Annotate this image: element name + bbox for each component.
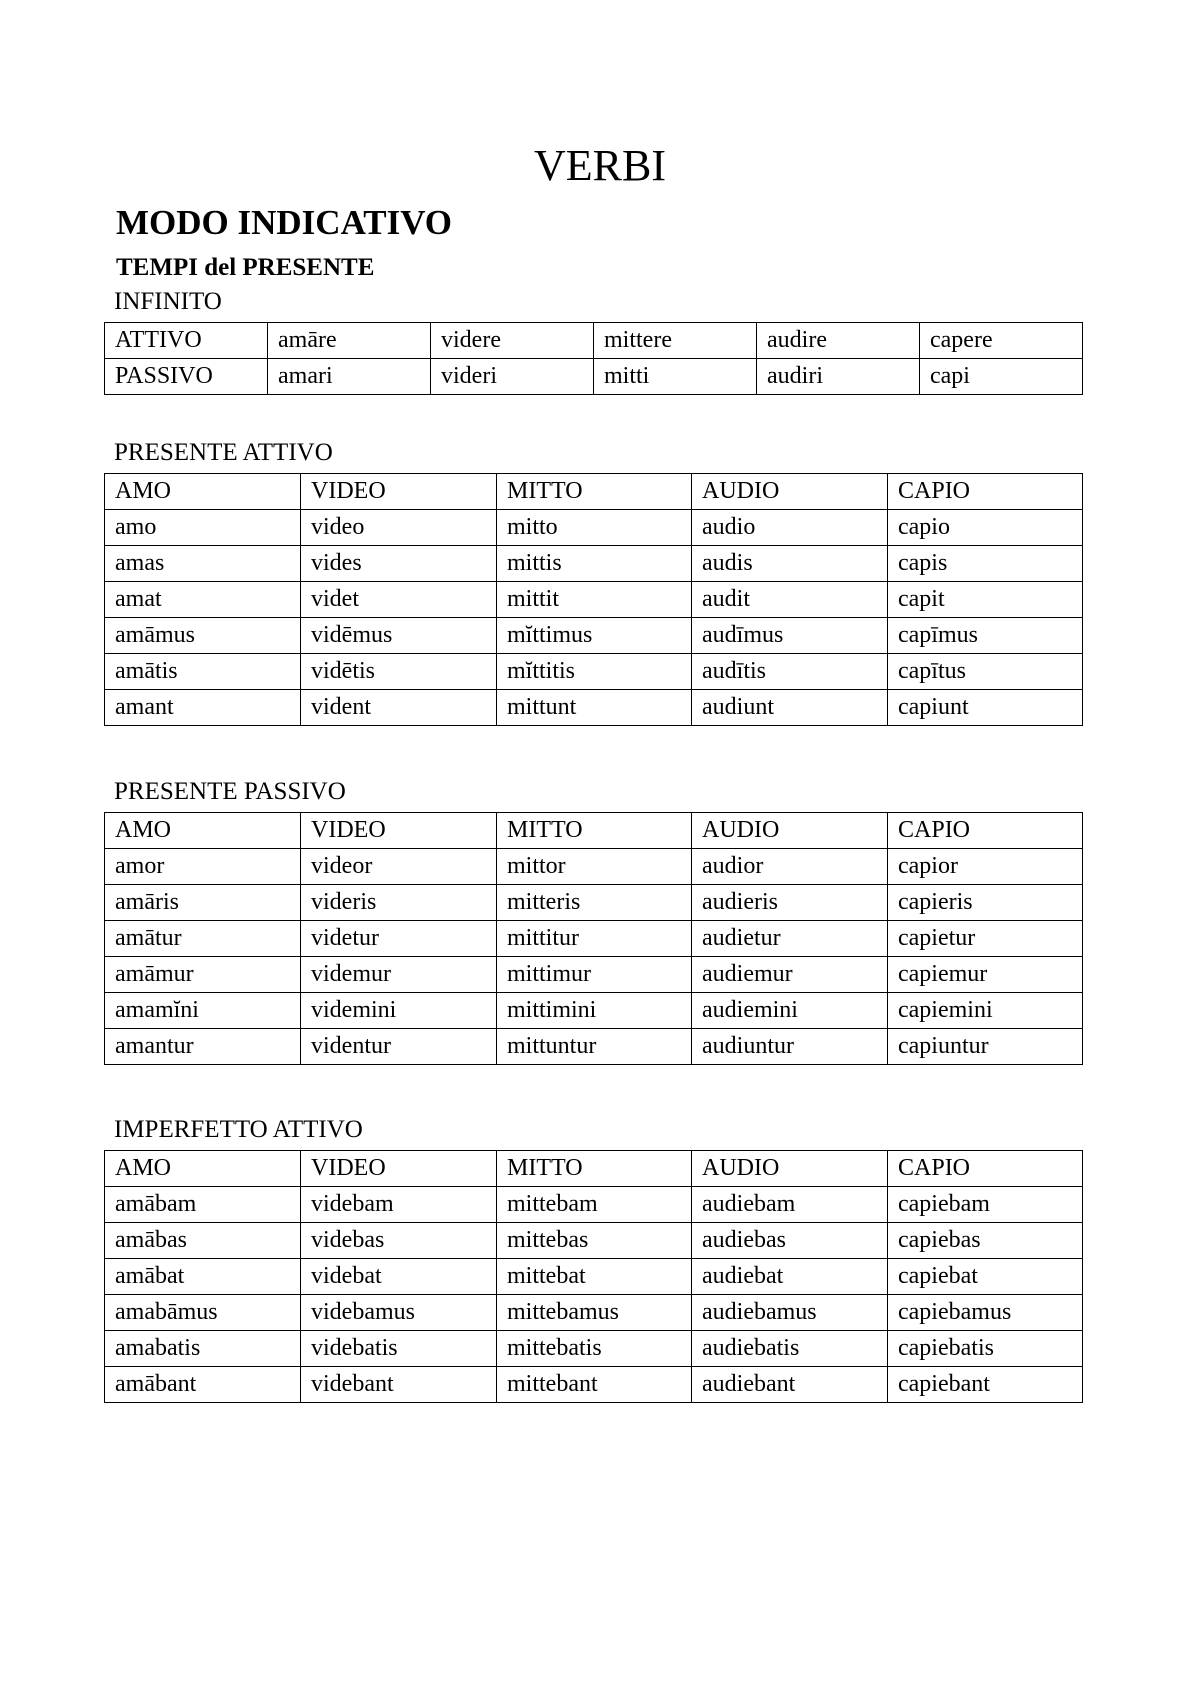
table-cell: video [301, 510, 497, 546]
table-cell: mittebamus [497, 1295, 692, 1331]
table-cell: capiebat [888, 1259, 1083, 1295]
table-cell: capiebant [888, 1367, 1083, 1403]
table-cell: mittis [497, 546, 692, 582]
table-cell: capio [888, 510, 1083, 546]
table-cell: audiebatis [692, 1331, 888, 1367]
table-row [105, 849, 1083, 885]
table-cell: videre [431, 323, 594, 359]
table-cell: audiemur [692, 957, 888, 993]
table-cell: amāmur [105, 957, 301, 993]
table-cell: videor [301, 849, 497, 885]
table-cell: mittor [497, 849, 692, 885]
table-cell: amat [105, 582, 301, 618]
table-cell: capiebas [888, 1223, 1083, 1259]
table-cell: audiebam [692, 1187, 888, 1223]
table-row [105, 885, 1083, 921]
table-cell: audio [692, 510, 888, 546]
table-cell: mittimini [497, 993, 692, 1029]
table-cell: amātis [105, 654, 301, 690]
column-header: MITTO [497, 474, 692, 510]
table-cell: vident [301, 690, 497, 726]
presente-attivo-table [104, 473, 1083, 726]
table-row [105, 1367, 1083, 1403]
table-header-row [105, 813, 1083, 849]
table-cell: capīmus [888, 618, 1083, 654]
table-cell: videt [301, 582, 497, 618]
table-cell: mitto [497, 510, 692, 546]
table-cell: capis [888, 546, 1083, 582]
table-cell: mittebant [497, 1367, 692, 1403]
table-cell: audit [692, 582, 888, 618]
table-cell: capior [888, 849, 1083, 885]
imperfetto-attivo-table [104, 1150, 1083, 1403]
table-cell: vidēmus [301, 618, 497, 654]
table-cell: amātur [105, 921, 301, 957]
mode-heading: MODO INDICATIVO [116, 203, 453, 242]
table-cell: capit [888, 582, 1083, 618]
imperfetto-attivo-label: IMPERFETTO ATTIVO [114, 1116, 363, 1143]
table-cell: audire [757, 323, 920, 359]
table-cell: vides [301, 546, 497, 582]
column-header: VIDEO [301, 1151, 497, 1187]
table-cell: mittuntur [497, 1029, 692, 1065]
table-row [105, 1223, 1083, 1259]
table-cell: mitteris [497, 885, 692, 921]
table-cell: videmini [301, 993, 497, 1029]
table-cell: mittitur [497, 921, 692, 957]
document-title: VERBI [534, 141, 666, 190]
table-cell: videbat [301, 1259, 497, 1295]
table-row [105, 1295, 1083, 1331]
table-cell: capieris [888, 885, 1083, 921]
table-cell: mittit [497, 582, 692, 618]
table-cell: audiebant [692, 1367, 888, 1403]
column-header: MITTO [497, 813, 692, 849]
table-row [105, 957, 1083, 993]
table-cell: mittebatis [497, 1331, 692, 1367]
table-cell: amamĭni [105, 993, 301, 1029]
presente-passivo-label: PRESENTE PASSIVO [114, 778, 346, 805]
table-cell: audīmus [692, 618, 888, 654]
table-cell: mittebam [497, 1187, 692, 1223]
table-cell: audītis [692, 654, 888, 690]
table-cell: amāris [105, 885, 301, 921]
table-cell: amor [105, 849, 301, 885]
table-cell: audiemini [692, 993, 888, 1029]
table-cell: videmur [301, 957, 497, 993]
column-header: CAPIO [888, 813, 1083, 849]
presente-attivo-label: PRESENTE ATTIVO [114, 439, 333, 466]
table-row [105, 1187, 1083, 1223]
table-row [105, 1331, 1083, 1367]
table-cell: capi [920, 359, 1083, 395]
table-row [105, 1259, 1083, 1295]
table-cell: mittere [594, 323, 757, 359]
column-header: VIDEO [301, 474, 497, 510]
table-cell: amābat [105, 1259, 301, 1295]
column-header: AMO [105, 1151, 301, 1187]
table-cell: videbatis [301, 1331, 497, 1367]
table-cell: audiuntur [692, 1029, 888, 1065]
table-header-row [105, 1151, 1083, 1187]
table-cell: videntur [301, 1029, 497, 1065]
table-row [105, 618, 1083, 654]
table-cell: audis [692, 546, 888, 582]
table-cell: mittimur [497, 957, 692, 993]
table-cell: amari [268, 359, 431, 395]
column-header: CAPIO [888, 1151, 1083, 1187]
table-cell: capietur [888, 921, 1083, 957]
column-header: VIDEO [301, 813, 497, 849]
table-cell: audiri [757, 359, 920, 395]
table-row [105, 510, 1083, 546]
table-cell: capiebam [888, 1187, 1083, 1223]
table-cell: audior [692, 849, 888, 885]
table-row [105, 921, 1083, 957]
infinito-label: INFINITO [114, 288, 222, 315]
column-header: AMO [105, 813, 301, 849]
table-header-row [105, 474, 1083, 510]
voice-cell: ATTIVO [105, 323, 268, 359]
table-cell: audiunt [692, 690, 888, 726]
table-cell: capere [920, 323, 1083, 359]
table-cell: amantur [105, 1029, 301, 1065]
table-row [105, 993, 1083, 1029]
table-cell: mitti [594, 359, 757, 395]
table-cell: videbant [301, 1367, 497, 1403]
table-row [105, 323, 1083, 359]
table-cell: capiemur [888, 957, 1083, 993]
presente-passivo-table [104, 812, 1083, 1065]
table-cell: amo [105, 510, 301, 546]
table-cell: videbamus [301, 1295, 497, 1331]
table-cell: mĭttimus [497, 618, 692, 654]
column-header: AMO [105, 474, 301, 510]
table-cell: audieris [692, 885, 888, 921]
table-cell: capiuntur [888, 1029, 1083, 1065]
table-cell: videbam [301, 1187, 497, 1223]
table-cell: capiemini [888, 993, 1083, 1029]
table-cell: amābam [105, 1187, 301, 1223]
table-cell: amabāmus [105, 1295, 301, 1331]
tense-group-heading: TEMPI del PRESENTE [116, 254, 375, 281]
table-row [105, 582, 1083, 618]
table-cell: videri [431, 359, 594, 395]
table-cell: audiebat [692, 1259, 888, 1295]
table-cell: capiebatis [888, 1331, 1083, 1367]
table-row [105, 654, 1083, 690]
table-cell: videtur [301, 921, 497, 957]
table-cell: audietur [692, 921, 888, 957]
column-header: AUDIO [692, 1151, 888, 1187]
table-cell: amas [105, 546, 301, 582]
table-cell: amant [105, 690, 301, 726]
table-cell: audiebas [692, 1223, 888, 1259]
column-header: MITTO [497, 1151, 692, 1187]
table-cell: amābas [105, 1223, 301, 1259]
column-header: AUDIO [692, 813, 888, 849]
table-row [105, 690, 1083, 726]
table-cell: amābant [105, 1367, 301, 1403]
table-cell: mittunt [497, 690, 692, 726]
table-row [105, 546, 1083, 582]
table-cell: capiebamus [888, 1295, 1083, 1331]
table-cell: capiunt [888, 690, 1083, 726]
table-cell: capītus [888, 654, 1083, 690]
table-cell: vidētis [301, 654, 497, 690]
table-cell: mittebas [497, 1223, 692, 1259]
infinito-table [104, 322, 1083, 395]
table-cell: amāmus [105, 618, 301, 654]
table-cell: amabatis [105, 1331, 301, 1367]
table-cell: videbas [301, 1223, 497, 1259]
table-cell: mittebat [497, 1259, 692, 1295]
table-cell: mĭttitis [497, 654, 692, 690]
table-cell: videris [301, 885, 497, 921]
column-header: AUDIO [692, 474, 888, 510]
table-row [105, 1029, 1083, 1065]
column-header: CAPIO [888, 474, 1083, 510]
table-cell: amāre [268, 323, 431, 359]
voice-cell: PASSIVO [105, 359, 268, 395]
table-cell: audiebamus [692, 1295, 888, 1331]
table-row [105, 359, 1083, 395]
